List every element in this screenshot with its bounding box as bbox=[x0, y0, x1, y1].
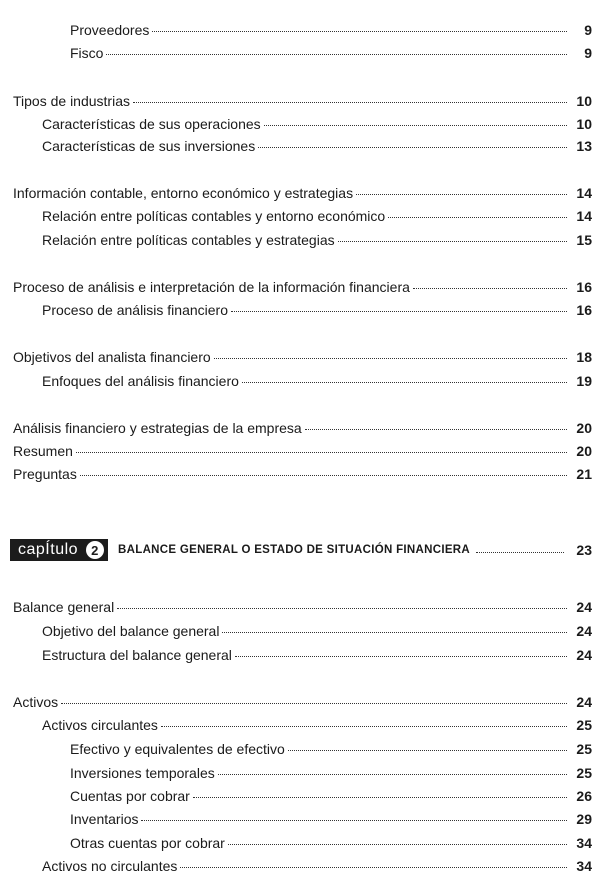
dot-leader bbox=[193, 797, 567, 798]
toc-entry-page: 13 bbox=[576, 138, 592, 154]
toc-entry-page: 24 bbox=[576, 623, 592, 639]
toc-entry-title: Estructura del balance general bbox=[42, 647, 232, 663]
toc-entry[interactable] bbox=[42, 372, 592, 390]
toc-entry[interactable] bbox=[42, 231, 592, 249]
toc-entry-title: Efectivo y equivalentes de efectivo bbox=[70, 741, 285, 757]
toc-entry-page: 16 bbox=[576, 302, 592, 318]
toc-entry-page: 21 bbox=[576, 466, 592, 482]
toc-entry[interactable] bbox=[70, 810, 592, 828]
toc-entry-page: 24 bbox=[576, 694, 592, 710]
toc-entry-title: Objetivo del balance general bbox=[42, 623, 220, 639]
toc-entry-title: Características de sus inversiones bbox=[42, 138, 256, 154]
toc-entry-title: Activos circulantes bbox=[42, 717, 158, 733]
toc-entry-page: 34 bbox=[576, 858, 592, 874]
toc-entry-title: Características de sus operaciones bbox=[42, 116, 261, 132]
toc-entry-title: Balance general bbox=[13, 599, 115, 615]
dot-leader bbox=[180, 867, 567, 868]
toc-entry-page: 9 bbox=[584, 45, 592, 61]
toc-entry-title: Fisco bbox=[70, 45, 104, 61]
toc-entry-page: 15 bbox=[576, 232, 592, 248]
dot-leader bbox=[338, 241, 567, 242]
toc-entry[interactable] bbox=[70, 764, 592, 782]
toc-entry-page: 9 bbox=[584, 22, 592, 38]
toc-entry[interactable] bbox=[42, 622, 592, 640]
toc-entry-page: 25 bbox=[576, 717, 592, 733]
dot-leader bbox=[222, 632, 567, 633]
toc-entry-title: Resumen bbox=[13, 443, 73, 459]
dot-leader bbox=[133, 102, 567, 103]
chapter-label: capÍtulo bbox=[18, 541, 79, 558]
dot-leader bbox=[413, 288, 567, 289]
dot-leader bbox=[106, 54, 567, 55]
toc-entry-page: 19 bbox=[576, 373, 592, 389]
toc-entry[interactable] bbox=[42, 137, 592, 155]
dot-leader bbox=[356, 194, 567, 195]
toc-entry-title: Otras cuentas por cobrar bbox=[70, 835, 225, 851]
toc-entry-page: 25 bbox=[576, 765, 592, 781]
dot-leader bbox=[76, 452, 567, 453]
dot-leader bbox=[161, 726, 567, 727]
dot-leader bbox=[80, 475, 567, 476]
toc-entry[interactable] bbox=[13, 419, 592, 437]
toc-entry-page: 24 bbox=[576, 647, 592, 663]
toc-entry-title: Proveedores bbox=[70, 22, 150, 38]
dot-leader bbox=[61, 703, 567, 704]
toc-entry-page: 10 bbox=[576, 93, 592, 109]
toc-entry-page: 25 bbox=[576, 741, 592, 757]
toc-entry[interactable] bbox=[13, 278, 592, 296]
toc-entry-title: Relación entre políticas contables y estrategias bbox=[42, 232, 335, 248]
chapter-badge bbox=[10, 539, 108, 561]
chapter-header[interactable] bbox=[10, 539, 592, 561]
toc-entry[interactable] bbox=[13, 348, 592, 366]
dot-leader bbox=[152, 31, 567, 32]
toc-entry-page: 18 bbox=[576, 349, 592, 365]
toc-entry[interactable] bbox=[42, 207, 592, 225]
toc-entry-page: 20 bbox=[576, 420, 592, 436]
toc-entry-title: Información contable, entorno económico y estrategias bbox=[13, 185, 354, 201]
dot-leader bbox=[258, 147, 567, 148]
toc-entry-title: Análisis financiero y estrategias de la empresa bbox=[13, 420, 302, 436]
toc-entry-title: Cuentas por cobrar bbox=[70, 788, 190, 804]
toc-entry[interactable] bbox=[13, 465, 592, 483]
toc-entry[interactable] bbox=[70, 787, 592, 805]
dot-leader bbox=[231, 311, 567, 312]
toc-entry[interactable] bbox=[70, 44, 592, 62]
toc-entry-page: 14 bbox=[576, 208, 592, 224]
toc-entry[interactable] bbox=[42, 115, 592, 133]
toc-entry-page: 26 bbox=[576, 788, 592, 804]
dot-leader bbox=[235, 656, 567, 657]
toc-entry[interactable] bbox=[42, 646, 592, 664]
toc-entry[interactable] bbox=[42, 857, 592, 875]
toc-entry[interactable] bbox=[70, 740, 592, 758]
toc-entry-page: 10 bbox=[576, 116, 592, 132]
toc-entry-page: 20 bbox=[576, 443, 592, 459]
toc-entry-title: Proceso de análisis e interpretación de la información financiera bbox=[13, 279, 410, 295]
dot-leader bbox=[141, 820, 567, 821]
toc-entry[interactable] bbox=[42, 716, 592, 734]
dot-leader bbox=[214, 358, 567, 359]
chapter-page: 23 bbox=[576, 542, 592, 558]
chapter-number-icon: 2 bbox=[86, 541, 104, 559]
toc-entry-page: 16 bbox=[576, 279, 592, 295]
dot-leader bbox=[305, 429, 567, 430]
toc-entry[interactable] bbox=[13, 184, 592, 202]
dot-leader bbox=[288, 750, 567, 751]
toc-entry[interactable] bbox=[13, 693, 592, 711]
toc-entry[interactable] bbox=[70, 21, 592, 39]
dot-leader bbox=[264, 125, 567, 126]
toc-entry-page: 34 bbox=[576, 835, 592, 851]
dot-leader bbox=[388, 217, 567, 218]
toc-entry[interactable] bbox=[42, 301, 592, 319]
dot-leader bbox=[228, 844, 567, 845]
toc-entry-title: Relación entre políticas contables y entorno económico bbox=[42, 208, 386, 224]
toc-entry-title: Inversiones temporales bbox=[70, 765, 215, 781]
toc-entry-title: Inventarios bbox=[70, 811, 139, 827]
toc-entry-page: 24 bbox=[576, 599, 592, 615]
dot-leader bbox=[218, 774, 567, 775]
toc-entry-title: Objetivos del analista financiero bbox=[13, 349, 211, 365]
toc-entry[interactable] bbox=[13, 598, 592, 616]
toc-entry-title: Activos no circulantes bbox=[42, 858, 178, 874]
toc-entry-title: Preguntas bbox=[13, 466, 77, 482]
toc-entry[interactable] bbox=[13, 92, 592, 110]
toc-entry-page: 14 bbox=[576, 185, 592, 201]
dot-leader bbox=[242, 382, 567, 383]
toc-entry-title: Tipos de industrias bbox=[13, 93, 130, 109]
toc-entry-title: Proceso de análisis financiero bbox=[42, 302, 228, 318]
toc-entry-title: Activos bbox=[13, 694, 59, 710]
chapter-title: BALANCE GENERAL O ESTADO DE SITUACIÓN FINANCIERA bbox=[118, 544, 471, 556]
toc-entry-title: Enfoques del análisis financiero bbox=[42, 373, 239, 389]
toc-entry[interactable] bbox=[70, 834, 592, 852]
toc-entry[interactable] bbox=[13, 442, 592, 460]
dot-leader bbox=[117, 608, 567, 609]
toc-entry-page: 29 bbox=[576, 811, 592, 827]
dot-leader bbox=[476, 552, 564, 553]
